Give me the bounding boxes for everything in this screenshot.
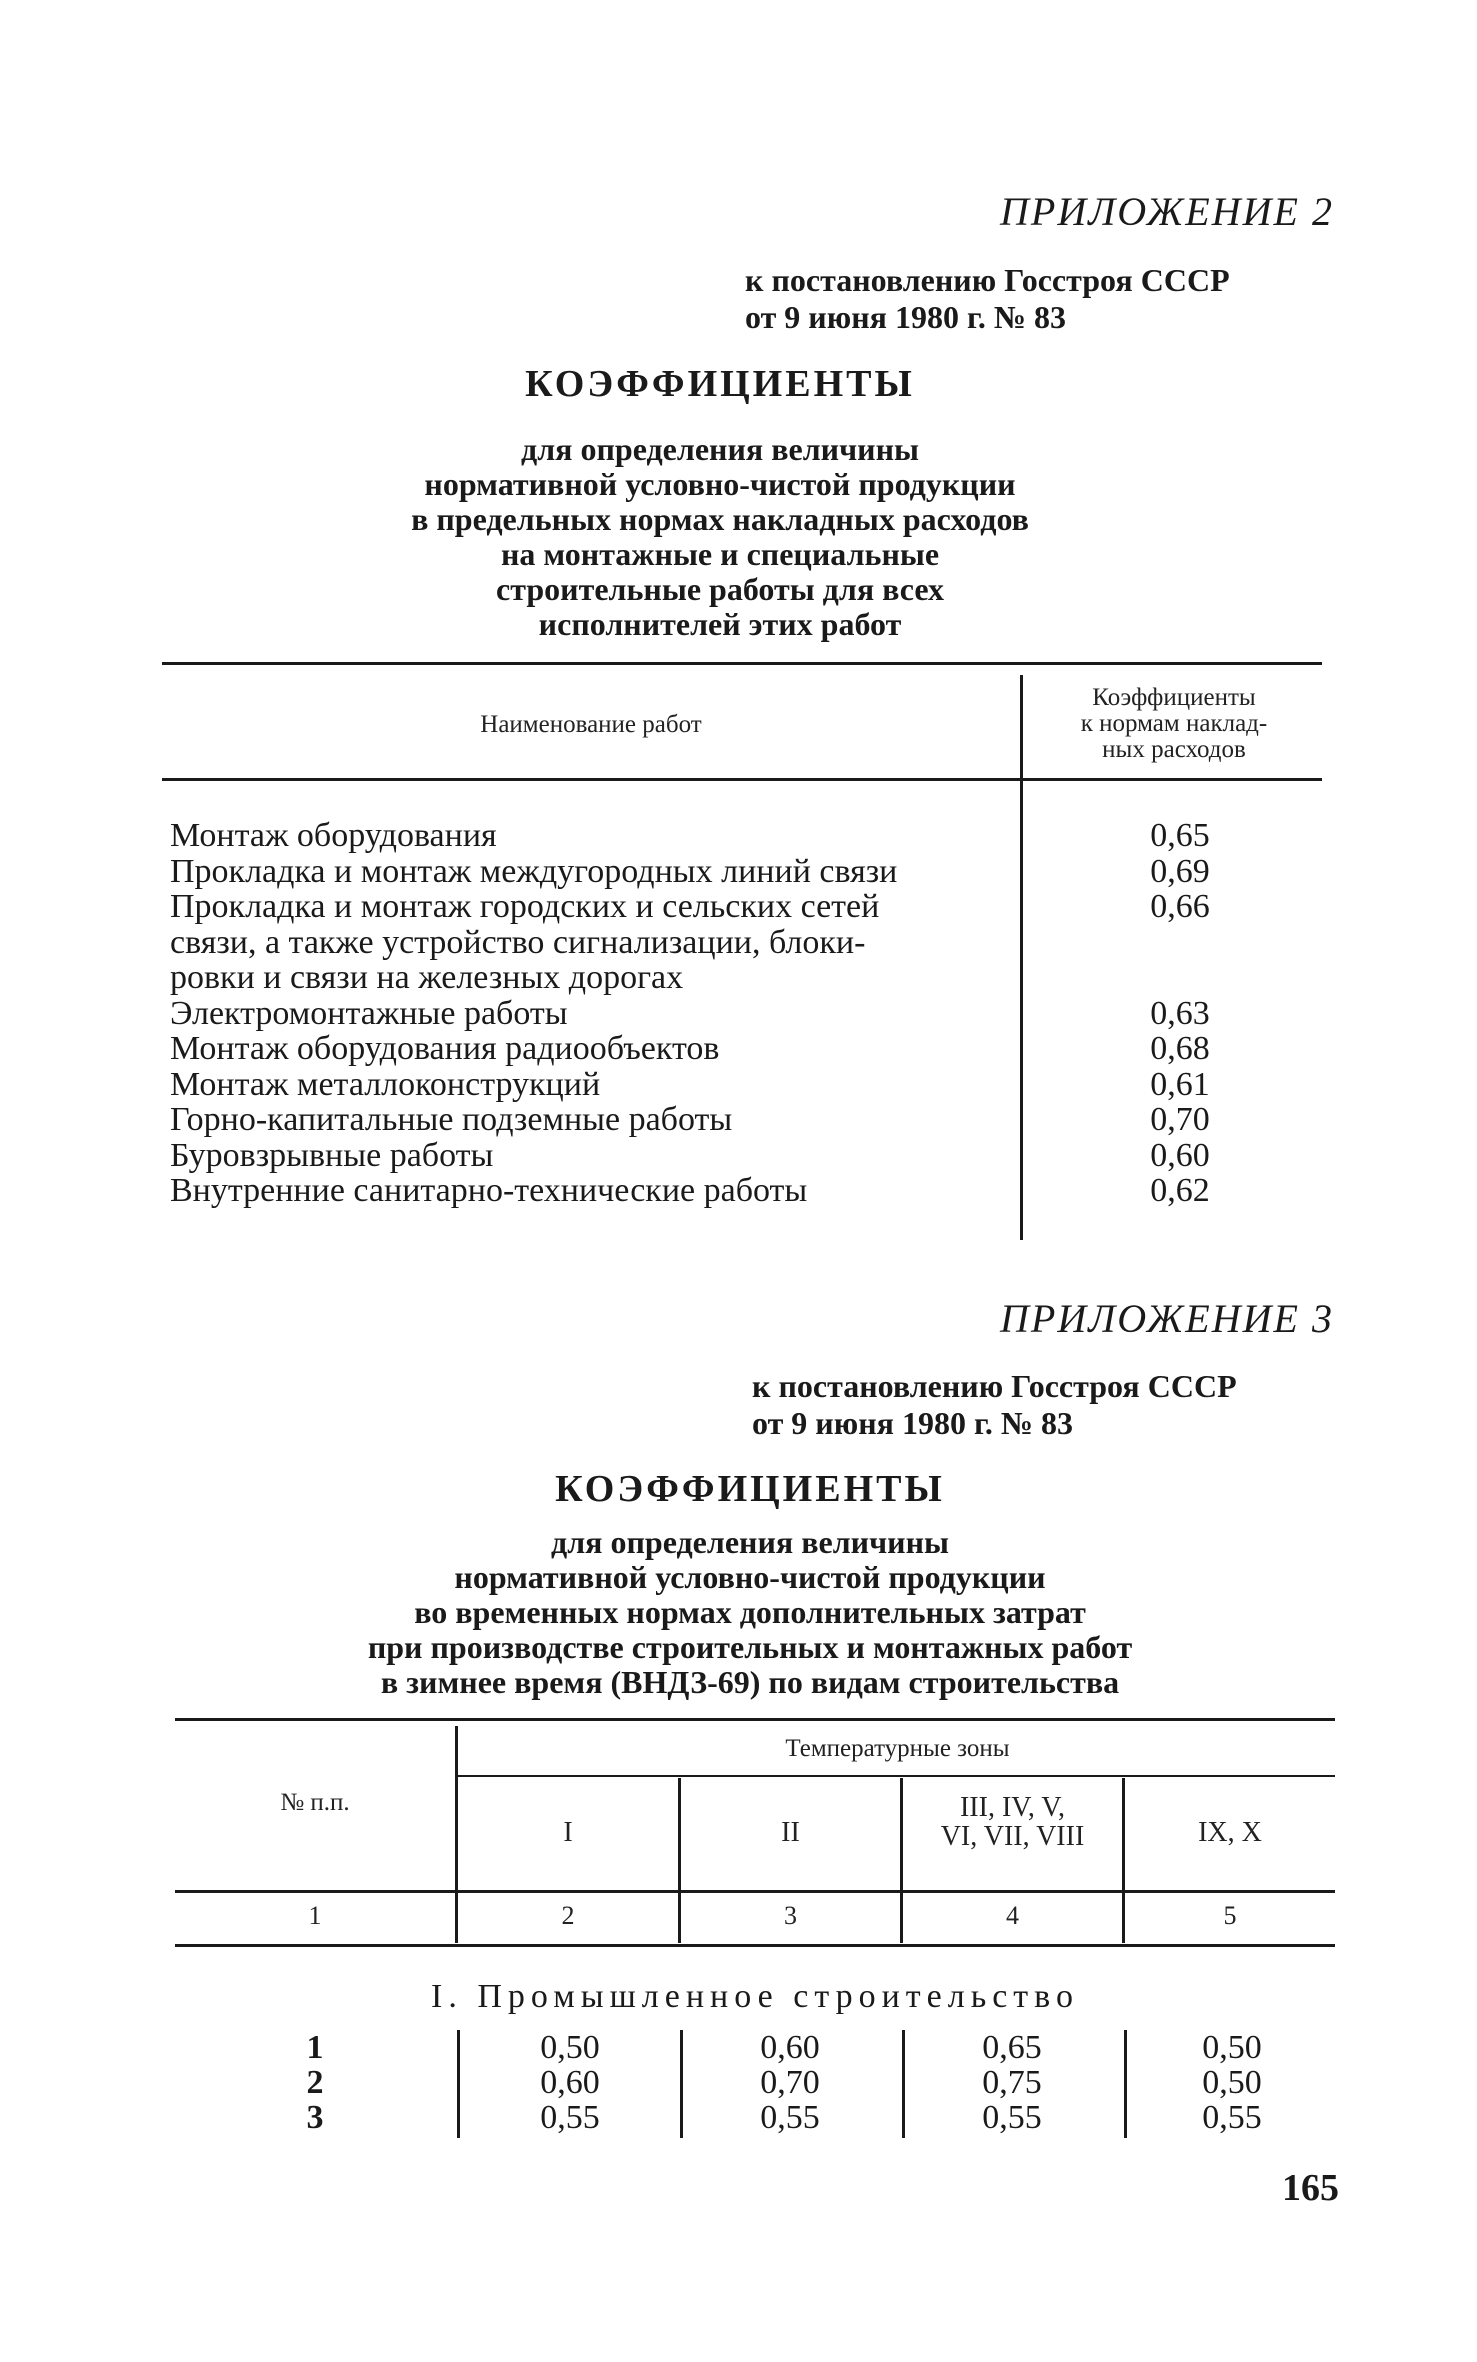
table-rule-header: [162, 778, 1322, 781]
column-number-4: 4: [1006, 1901, 1019, 1930]
zone-value: 0,50: [1202, 2064, 1262, 2101]
table-row-value: 0,65: [1150, 817, 1210, 854]
page-number: 165: [1282, 2167, 1339, 2209]
subtitle-line: при производстве строительных и монтажных работ: [367, 1629, 1133, 1665]
subtitle-line: в предельных нормах накладных расходов: [411, 501, 1029, 537]
table-row-name: Прокладка и монтаж городских и сельских сетей: [170, 888, 880, 925]
appendix-2-ref-line2: от 9 июня 1980 г. № 83: [745, 299, 1067, 335]
zone-value: 0,60: [540, 2064, 600, 2101]
appendix-3-subtitle: [240, 1525, 1260, 1700]
appendix-2-subtitle: [260, 432, 1180, 642]
table-work-names: [170, 818, 897, 1209]
table-coefficient-values: [1080, 818, 1280, 1209]
table-column-divider: [1124, 2030, 1127, 2138]
table-column-divider: [457, 2030, 460, 2138]
subtitle-line: в зимнее время (ВНДЗ-69) по видам строительства: [380, 1664, 1120, 1700]
appendix-2-label: ПРИЛОЖЕНИЕ 2: [1000, 189, 1334, 234]
table-row-name: Монтаж оборудования радиообъектов: [170, 1030, 720, 1067]
row-numbers: [280, 2030, 350, 2135]
table-rule-header: [175, 1890, 1335, 1893]
subtitle-line: нормативной условно-чистой продукции: [424, 466, 1016, 502]
appendix-2-reference: [745, 262, 1230, 336]
subtitle-line: строительные работы для всех: [496, 571, 944, 607]
table-rule-top: [175, 1718, 1335, 1721]
table-row-value: 0,68: [1150, 1030, 1210, 1067]
table-row-name: ровки и связи на железных дорогах: [170, 959, 684, 996]
appendix-3-title: КОЭФФИЦИЕНТЫ: [555, 1468, 945, 1510]
header-line: к нормам наклад-: [1080, 710, 1268, 737]
header-work-name: Наименование работ: [480, 711, 702, 738]
table-column-divider: [1020, 675, 1023, 1240]
header-line: VI, VII, VIII: [940, 1821, 1085, 1852]
appendix-2-ref-line1: к постановлению Госстроя СССР: [745, 262, 1230, 298]
zone-value: 0,55: [540, 2099, 600, 2136]
zone-value: 0,75: [982, 2064, 1042, 2101]
zone-3-8-values: [912, 2030, 1112, 2135]
appendix-3-label: ПРИЛОЖЕНИЕ 3: [1000, 1296, 1334, 1341]
zone-value: 0,55: [982, 2099, 1042, 2136]
table-row-value: 0,63: [1150, 994, 1210, 1032]
table-column-divider: [455, 1726, 458, 1891]
row-number: 3: [306, 2099, 324, 2136]
header-line: Коэффициенты: [1092, 684, 1256, 711]
header-line: ных расходов: [1102, 736, 1246, 763]
header-zone-2: II: [781, 1817, 800, 1848]
zone-2-values: [690, 2030, 890, 2135]
subtitle-line: нормативной условно-чистой продукции: [454, 1559, 1046, 1595]
table-row-name: Буровзрывные работы: [170, 1136, 494, 1174]
appendix-3-ref-line1: к постановлению Госстроя СССР: [752, 1368, 1237, 1404]
header-line: III, IV, V,: [959, 1792, 1065, 1823]
column-number-1: 1: [308, 1901, 322, 1930]
subtitle-line: на монтажные и специальные: [500, 536, 940, 572]
zone-value: 0,55: [1202, 2099, 1262, 2136]
table-row-name: Электромонтажные работы: [170, 994, 568, 1032]
table-row-value: 0,60: [1150, 1136, 1210, 1174]
column-number-5: 5: [1223, 1901, 1237, 1930]
subtitle-line: для определения величины: [551, 1524, 949, 1560]
zone-value: 0,50: [1202, 2029, 1262, 2066]
subtitle-line: исполнителей этих работ: [538, 606, 902, 642]
row-number: 2: [306, 2064, 324, 2101]
zone-9-10-values: [1132, 2030, 1332, 2135]
table-row-value: 0,69: [1150, 852, 1210, 890]
table-row-name: Прокладка и монтаж междугородных линий связи: [170, 852, 898, 890]
table-row-value: [1080, 925, 1280, 961]
table-row-value: 0,66: [1150, 888, 1210, 925]
header-row-number: № п.п.: [280, 1789, 350, 1816]
table-row-name: Монтаж металлоконструкций: [170, 1065, 601, 1103]
zone-value: 0,60: [760, 2029, 820, 2066]
zone-value: 0,65: [982, 2029, 1042, 2066]
header-zone-3-8: [903, 1793, 1122, 1851]
table-row-name: Горно-капитальные подземные работы: [170, 1101, 733, 1138]
zone-value: 0,50: [540, 2029, 600, 2066]
zone-1-values: [470, 2030, 670, 2135]
subtitle-line: для определения величины: [521, 431, 919, 467]
table-row-value: 0,61: [1150, 1065, 1210, 1103]
table-row-name: Внутренние санитарно-технические работы: [170, 1172, 808, 1209]
appendix-2-title: КОЭФФИЦИЕНТЫ: [525, 363, 915, 405]
section-title: I. Промышленное строительство: [431, 1978, 1079, 2015]
table-row-value: [1080, 960, 1280, 996]
table-row-name: связи, а также устройство сигнализации, блоки-: [170, 923, 866, 961]
appendix-3-reference: [752, 1368, 1237, 1442]
zones-header-rule: [455, 1775, 1335, 1777]
zone-value: 0,55: [760, 2099, 820, 2136]
table-rule-numbers: [175, 1944, 1335, 1947]
header-zone-1: I: [563, 1817, 573, 1848]
appendix-3-ref-line2: от 9 июня 1980 г. № 83: [752, 1405, 1074, 1441]
column-number-2: 2: [561, 1901, 575, 1930]
header-zone-9-10: IX, X: [1198, 1817, 1262, 1848]
table-rule-top: [162, 662, 1322, 665]
header-coefficients: [1024, 685, 1324, 763]
zone-value: 0,70: [760, 2064, 820, 2101]
subtitle-line: во временных нормах дополнительных затрат: [414, 1594, 1086, 1630]
table-row-name: Монтаж оборудования: [170, 817, 497, 854]
table-row-value: 0,70: [1150, 1101, 1210, 1138]
header-temperature-zones: Температурные зоны: [785, 1735, 1010, 1762]
row-number: 1: [306, 2029, 324, 2066]
column-number-3: 3: [784, 1901, 797, 1930]
table-column-divider: [902, 2030, 905, 2138]
table-column-divider: [680, 2030, 683, 2138]
table-row-value: 0,62: [1150, 1172, 1210, 1209]
